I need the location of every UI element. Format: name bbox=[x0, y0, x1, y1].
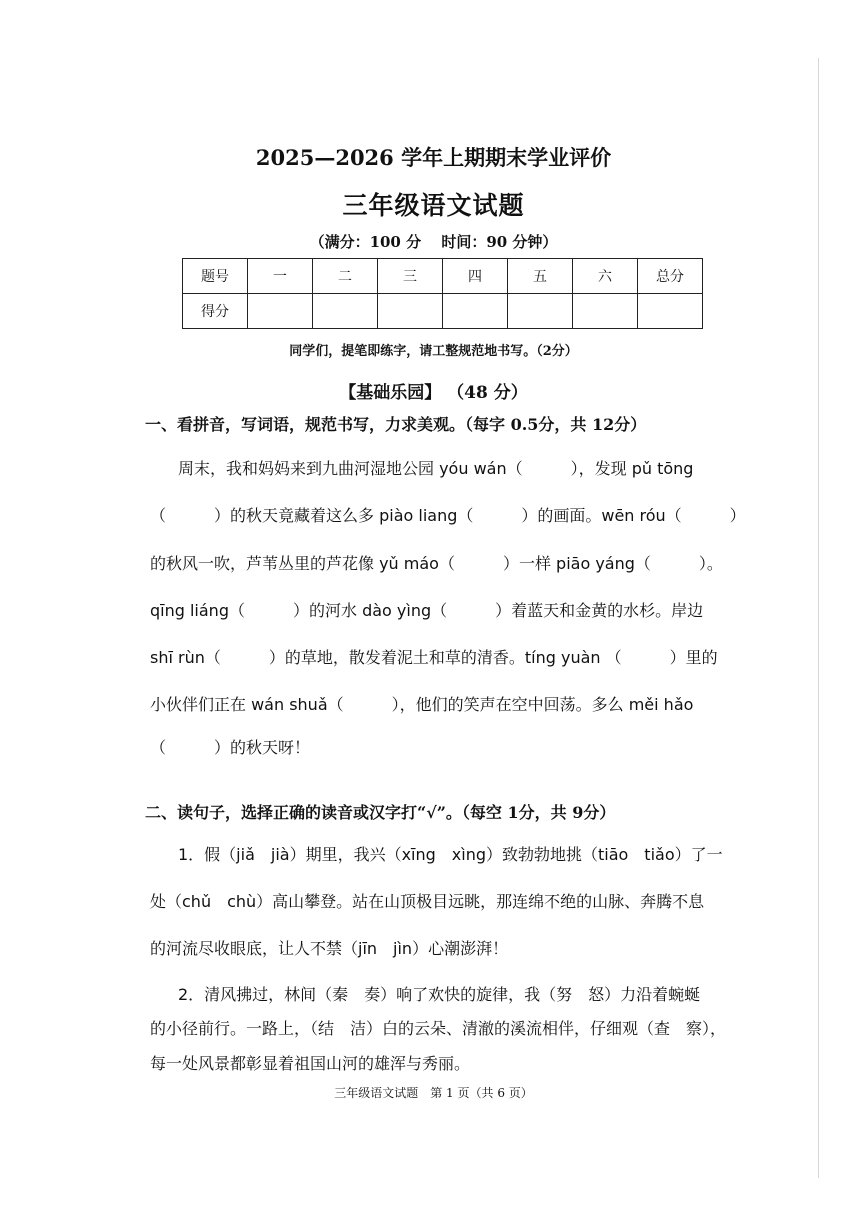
score-table bbox=[182, 258, 703, 329]
page-edge-line bbox=[818, 58, 819, 1178]
question-1-line: 小伙伴们正在 wán shuǎ（ ），他们的笑声在空中回荡。多么 měi hǎo bbox=[150, 695, 694, 714]
score-cell[interactable] bbox=[378, 294, 443, 329]
score-cell[interactable] bbox=[508, 294, 573, 329]
score-header-cell: 一 bbox=[248, 259, 313, 294]
question-2-line: 每一处风景都彰显着祖国山河的雄浑与秀丽。 bbox=[150, 1054, 471, 1073]
score-cell[interactable] bbox=[443, 294, 508, 329]
writing-note: 同学们，提笔即练字，请工整规范地书写。（2分） bbox=[289, 344, 578, 359]
exam-info: （满分：100 分 时间：90 分钟） bbox=[309, 233, 558, 251]
question-1-line: （ ）的秋天呀！ bbox=[150, 738, 311, 757]
question-2-line: 的小径前行。一路上，（结 洁）白的云朵、清澈的溪流相伴，仔细观（查 察）， bbox=[150, 1019, 727, 1038]
score-header-cell: 题号 bbox=[183, 259, 248, 294]
score-cell[interactable] bbox=[248, 294, 313, 329]
score-cell[interactable] bbox=[313, 294, 378, 329]
question-1-line: shī rùn（ ）的草地，散发着泥土和草的清香。tíng yuàn （ ）里的 bbox=[150, 648, 718, 667]
question-1-line: qīng liáng（ ）的河水 dào yìng（ ）着蓝天和金黄的水杉。岸边 bbox=[150, 601, 704, 620]
question-1-line: （ ）的秋天竟藏着这么多 piào liang（ ）的画面。wēn róu（ ） bbox=[150, 506, 746, 525]
score-cell[interactable] bbox=[573, 294, 638, 329]
score-cell[interactable] bbox=[638, 294, 703, 329]
question-2-line: 1．假（jiǎ jià）期里，我兴（xīng xìng）致勃勃地挑（tiāo tiǎo）了一 bbox=[178, 845, 723, 864]
score-table-score-row bbox=[183, 294, 703, 329]
question-2-title: 二、读句子，选择正确的读音或汉字打“√”。（每空 1分，共 9分） bbox=[145, 803, 616, 822]
question-2-line: 处（chǔ chù）高山攀登。站在山顶极目远眺，那连绵不绝的山脉、奔腾不息 bbox=[150, 892, 705, 911]
page-footer: 三年级语文试题 第 1 页（共 6 页） bbox=[334, 1086, 533, 1100]
score-header-cell: 四 bbox=[443, 259, 508, 294]
score-row-label: 得分 bbox=[183, 294, 248, 329]
question-1-line: 周末，我和妈妈来到九曲河湿地公园 yóu wán（ ），发现 pǔ tōng bbox=[178, 459, 694, 478]
exam-title: 2025—2026 学年上期期末学业评价 bbox=[255, 145, 612, 170]
score-header-cell: 三 bbox=[378, 259, 443, 294]
score-header-cell: 五 bbox=[508, 259, 573, 294]
score-table-header-row bbox=[183, 259, 703, 294]
question-2-line: 2．清风拂过，林间（秦 奏）响了欢快的旋律，我（努 怒）力沿着蜿蜒 bbox=[178, 985, 701, 1004]
question-2-line: 的河流尽收眼底，让人不禁（jīn jìn）心潮澎湃！ bbox=[150, 939, 509, 958]
question-1-title: 一、看拼音，写词语，规范书写，力求美观。（每字 0.5分，共 12分） bbox=[145, 415, 647, 434]
score-header-cell: 总分 bbox=[638, 259, 703, 294]
exam-subtitle: 三年级语文试题 bbox=[342, 191, 525, 220]
question-1-line: 的秋风一吹，芦苇丛里的芦花像 yǔ máo（ ）一样 piāo yáng（ ）。 bbox=[150, 554, 723, 573]
score-header-cell: 二 bbox=[313, 259, 378, 294]
score-header-cell: 六 bbox=[573, 259, 638, 294]
section-title: 【基础乐园】 （48 分） bbox=[339, 383, 528, 403]
